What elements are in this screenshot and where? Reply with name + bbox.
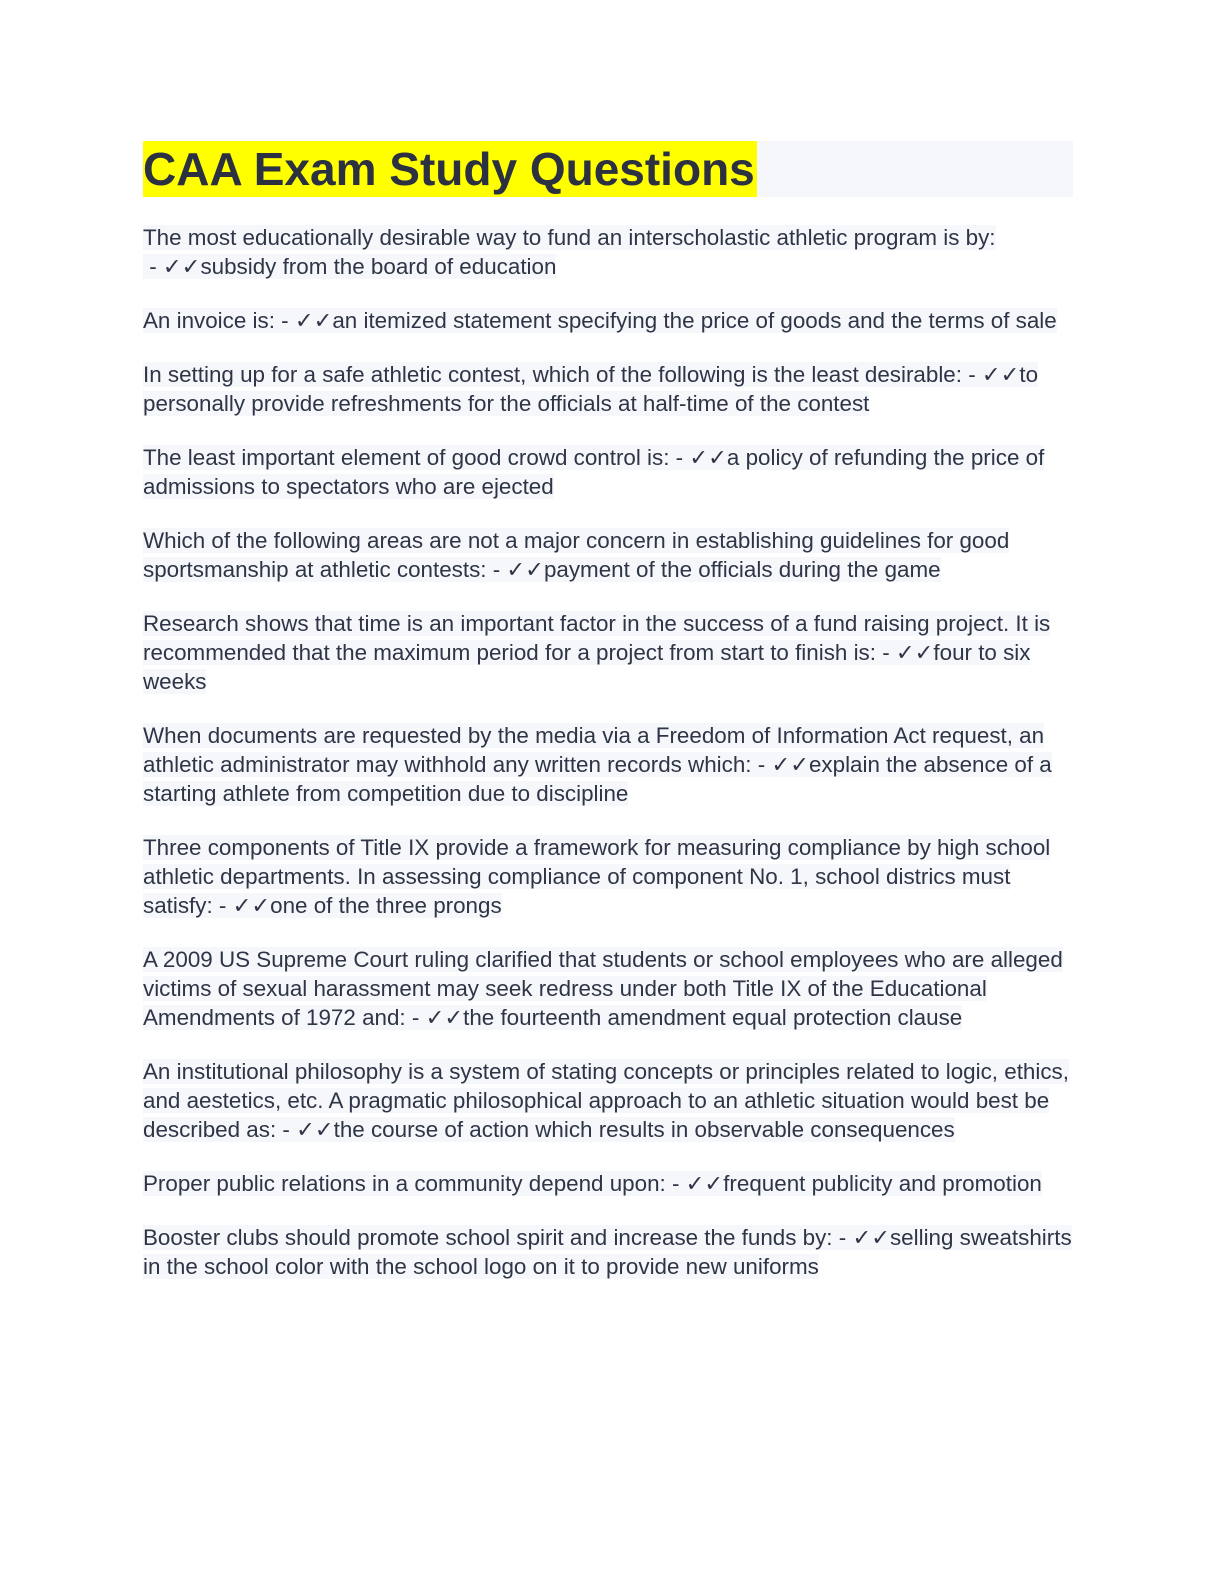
check-marks: ✓✓ (689, 445, 727, 470)
page-title: CAA Exam Study Questions (143, 143, 755, 195)
check-marks: ✓✓ (771, 752, 809, 777)
check-marks: ✓✓ (506, 557, 544, 582)
question-text: Research shows that time is an important factor in the success of a fund raising project. It is recommended that the maximum period for a project from start to finish is: (143, 611, 1051, 665)
question-text: A 2009 US Supreme Court ruling clarified that students or school employees who are alleged victims of sexual harassment may seek redress under both Title IX of the Educational Amendments of 1972 and: (143, 947, 1063, 1030)
question-text: When documents are requested by the media via a Freedom of Information Act request, an athletic administrator may withhold any written records which: (143, 723, 1045, 777)
question-text: Three components of Title IX provide a framework for measuring compliance by high school athletic departments. In assessing compliance of component No. 1, school districs must satisfy: (143, 835, 1051, 918)
check-marks: ✓✓ (981, 362, 1020, 387)
answer-text: explain the absence of a starting athlete from competition due to discipline (143, 752, 1052, 806)
qa-item: Research shows that time is an important factor in the success of a fund raising project. It is recommended that the maximum period for a project from start to finish is: - ✓✓four to six weeks (143, 611, 1051, 694)
check-marks: ✓✓ (425, 1005, 464, 1030)
qa-item: In setting up for a safe athletic contest, which of the following is the least desirable: - ✓✓to personally provide refreshments for the officials at half-time of the contest (143, 362, 1039, 416)
check-marks: ✓✓ (685, 1171, 724, 1196)
question-text: An invoice is: (143, 308, 275, 333)
answer-text: a policy of refunding the price of admissions to spectators who are ejected (143, 445, 1045, 499)
answer-text: the course of action which results in observable consequences (333, 1117, 955, 1142)
check-marks: ✓✓ (232, 893, 271, 918)
qa-item: A 2009 US Supreme Court ruling clarified that students or school employees who are alleged victims of sexual harassment may seek redress under both Title IX of the Educational Amendments of 1972 and: - ✓✓the fourteenth amendment equal protection clause (143, 947, 1063, 1030)
qa-item: Which of the following areas are not a major concern in establishing guidelines for good sportsmanship at athletic contests: - ✓✓payment of the officials during the game (143, 528, 1010, 582)
answer-text: selling sweatshirts in the school color with the school logo on it to provide new uniforms (143, 1225, 1072, 1279)
title-band (143, 141, 1073, 197)
check-marks: ✓✓ (294, 308, 333, 333)
qa-item: Proper public relations in a community depend upon: - ✓✓frequent publicity and promotion (143, 1171, 1042, 1196)
check-marks: ✓✓ (852, 1225, 890, 1250)
qa-item: Booster clubs should promote school spirit and increase the funds by: - ✓✓selling sweatshirts in the school color with the school logo on it to provide new uniforms (143, 1225, 1072, 1279)
qa-item: The least important element of good crowd control is: - ✓✓a policy of refunding the price of admissions to spectators who are ejected (143, 445, 1045, 499)
question-text: Booster clubs should promote school spirit and increase the funds by: (143, 1225, 833, 1250)
check-marks: ✓✓ (162, 254, 201, 279)
question-text: In setting up for a safe athletic contest, which of the following is the least desirable: (143, 362, 962, 387)
answer-text: the fourteenth amendment equal protection clause (463, 1005, 963, 1030)
qa-item: An institutional philosophy is a system of stating concepts or principles related to logic, ethics, and aestetics, etc. A pragmatic philosophical approach to an athletic situation would best be described as: - ✓✓the course of action which results in observable consequences (143, 1059, 1069, 1142)
question-text: The least important element of good crowd control is: (143, 445, 670, 470)
qa-item: Three components of Title IX provide a framework for measuring compliance by high school athletic departments. In assessing compliance of component No. 1, school districs must satisfy: - ✓✓one of the three prongs (143, 835, 1051, 918)
answer-text: four to six weeks (143, 640, 1031, 694)
question-text: Proper public relations in a community depend upon: (143, 1171, 666, 1196)
question-text: An institutional philosophy is a system of stating concepts or principles related to logic, ethics, and aestetics, etc. A pragmatic philosophical approach to an athletic situation would best be described as: (143, 1059, 1069, 1142)
qa-item: When documents are requested by the media via a Freedom of Information Act request, an athletic administrator may withhold any written records which: - ✓✓explain the absence of a starting athlete from competition due to discipline (143, 723, 1052, 806)
question-text: The most educationally desirable way to fund an interscholastic athletic program is by: (143, 225, 996, 250)
answer-text: an itemized statement specifying the price of goods and the terms of sale (332, 308, 1057, 333)
check-marks: ✓✓ (895, 640, 934, 665)
answer-text: one of the three prongs (270, 893, 502, 918)
answer-text: to personally provide refreshments for the officials at half-time of the contest (143, 362, 1039, 416)
qa-item: An invoice is: - ✓✓an itemized statement specifying the price of goods and the terms of sale (143, 308, 1057, 333)
answer-text: payment of the officials during the game (543, 557, 941, 582)
question-text: Which of the following areas are not a major concern in establishing guidelines for good sportsmanship at athletic contests: (143, 528, 1010, 582)
check-marks: ✓✓ (296, 1117, 334, 1142)
qa-list (143, 223, 1073, 1281)
document-page (143, 141, 1073, 1306)
answer-text: subsidy from the board of education (200, 254, 557, 279)
answer-text: frequent publicity and promotion (723, 1171, 1042, 1196)
qa-item: The most educationally desirable way to fund an interscholastic athletic program is by: - ✓✓subsidy from the board of education (143, 225, 996, 279)
